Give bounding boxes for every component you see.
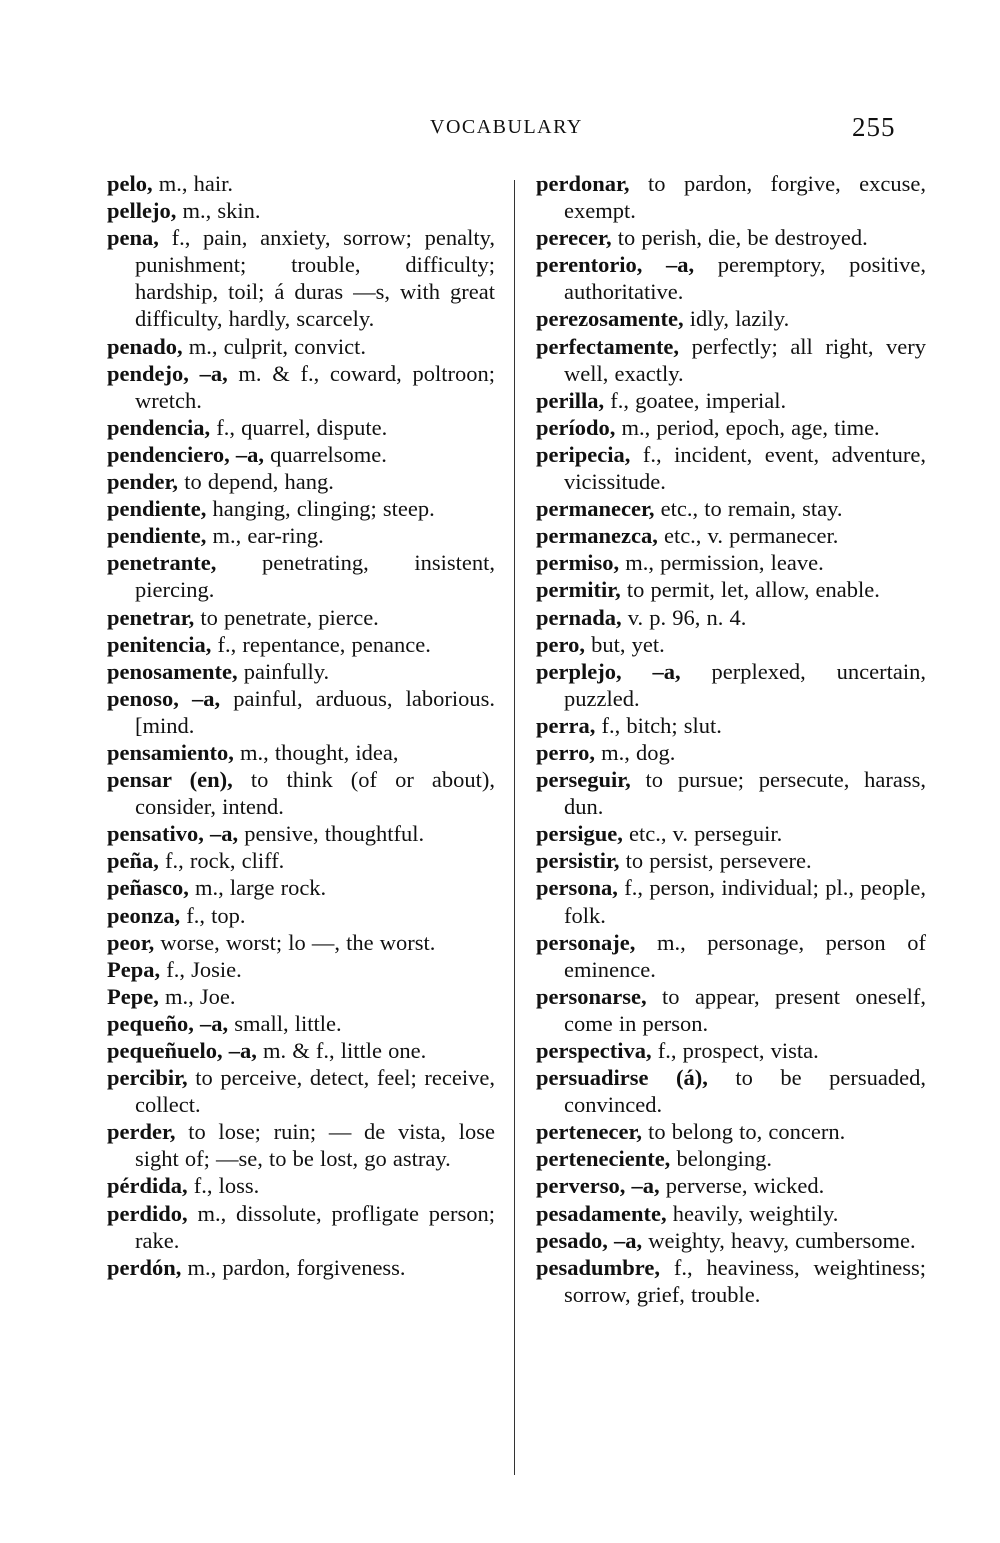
entry-definition: m., culprit, convict. bbox=[182, 333, 366, 359]
entry-headword: pena, bbox=[107, 225, 159, 251]
vocabulary-entry bbox=[536, 333, 926, 387]
entry-definition: to pursue; persecute, harass, dun. bbox=[564, 767, 926, 820]
vocabulary-entry bbox=[536, 387, 926, 414]
vocabulary-entry bbox=[536, 170, 926, 224]
entry-headword: perilla, bbox=[536, 387, 605, 413]
entry-definition: pensive, thoughtful. bbox=[238, 821, 425, 847]
entry-headword: perplejo, –a, bbox=[536, 658, 681, 684]
entry-definition: etc., v. permanecer. bbox=[657, 523, 839, 549]
entry-definition: idly, lazily. bbox=[683, 306, 790, 332]
vocabulary-entry bbox=[536, 847, 926, 874]
entry-headword: perdón, bbox=[107, 1254, 182, 1280]
vocabulary-entry bbox=[536, 251, 926, 305]
vocabulary-entry bbox=[536, 1145, 926, 1172]
vocabulary-entry bbox=[107, 631, 495, 658]
entry-headword: personaje, bbox=[536, 929, 636, 955]
entry-definition: f., top. bbox=[180, 902, 246, 928]
entry-headword: persuadirse (á), bbox=[536, 1065, 708, 1091]
vocabulary-entry bbox=[107, 549, 495, 603]
entry-headword: perseguir, bbox=[536, 767, 631, 793]
entry-headword: peña, bbox=[107, 848, 159, 874]
vocabulary-entry bbox=[107, 468, 495, 495]
vocabulary-entry bbox=[536, 874, 926, 928]
vocabulary-entry bbox=[536, 712, 926, 739]
vocabulary-entry bbox=[536, 983, 926, 1037]
vocabulary-entry bbox=[536, 549, 926, 576]
vocabulary-entry bbox=[536, 1254, 926, 1308]
entry-definition: perfectly; all right, very well, exactly. bbox=[564, 333, 926, 386]
entry-headword: peonza, bbox=[107, 902, 181, 928]
entry-headword: pensar (en), bbox=[107, 767, 233, 793]
entry-definition: painful, arduous, laborious. [mind. bbox=[135, 685, 495, 738]
entry-definition: f., loss. bbox=[187, 1173, 260, 1199]
entry-headword: pensamiento, bbox=[107, 739, 234, 765]
vocabulary-entry bbox=[107, 360, 495, 414]
vocabulary-entry bbox=[107, 685, 495, 739]
vocabulary-entry bbox=[107, 333, 495, 360]
left-column bbox=[107, 170, 495, 1281]
vocabulary-entry bbox=[107, 847, 495, 874]
entry-definition: f., prospect, vista. bbox=[651, 1038, 819, 1063]
entry-headword: peor, bbox=[107, 929, 155, 955]
entry-definition: m., large rock. bbox=[188, 875, 327, 901]
vocabulary-entry bbox=[107, 929, 495, 956]
entry-definition: etc., to remain, stay. bbox=[654, 496, 843, 522]
entry-definition: to penetrate, pierce. bbox=[194, 604, 379, 630]
entry-headword: permanezca, bbox=[536, 523, 658, 549]
entry-definition: f., heaviness, weightiness; sorrow, grief, trouble. bbox=[564, 1254, 926, 1307]
entry-headword: persigue, bbox=[536, 821, 623, 847]
entry-definition: f., pain, anxiety, sorrow; penalty, punishment; trouble, difficulty; hardship, toil; á duras —s, with great difficulty, hardly, scarcely. bbox=[135, 225, 495, 332]
entry-headword: pertenecer, bbox=[536, 1119, 642, 1145]
vocabulary-entry bbox=[536, 820, 926, 847]
entry-definition: m., thought, idea, bbox=[233, 739, 399, 765]
vocabulary-entry bbox=[107, 1254, 495, 1281]
entry-definition: m., personage, person of eminence. bbox=[564, 929, 926, 982]
right-column bbox=[536, 170, 926, 1308]
entry-headword: penosamente, bbox=[107, 658, 238, 684]
entry-headword: penitencia, bbox=[107, 631, 212, 657]
vocabulary-entry bbox=[536, 1172, 926, 1199]
vocabulary-entry bbox=[107, 414, 495, 441]
vocabulary-entry bbox=[536, 1118, 926, 1145]
entry-definition: f., person, individual; pl., people, folk. bbox=[564, 875, 926, 928]
entry-headword: pendenciero, –a, bbox=[107, 441, 264, 467]
vocabulary-entry bbox=[107, 604, 495, 631]
entry-definition: f., repentance, penance. bbox=[211, 631, 431, 657]
vocabulary-entry bbox=[536, 604, 926, 631]
vocabulary-entry bbox=[107, 197, 495, 224]
entry-headword: pendiente, bbox=[107, 523, 207, 549]
entry-definition: weighty, heavy, cumbersome. bbox=[642, 1227, 916, 1253]
entry-definition: f., quarrel, dispute. bbox=[210, 414, 388, 440]
vocabulary-entry bbox=[107, 1064, 495, 1118]
vocabulary-entry bbox=[107, 224, 495, 332]
entry-definition: etc., v. perseguir. bbox=[622, 821, 783, 847]
entry-headword: persistir, bbox=[536, 848, 620, 874]
vocabulary-entry bbox=[107, 1010, 495, 1037]
entry-headword: pesadamente, bbox=[536, 1200, 667, 1226]
vocabulary-entry bbox=[536, 631, 926, 658]
entry-definition: m., hair. bbox=[152, 171, 234, 196]
vocabulary-entry bbox=[107, 820, 495, 847]
entry-definition: to persist, persevere. bbox=[619, 848, 812, 874]
page-number: 255 bbox=[852, 112, 896, 142]
entry-definition: small, little. bbox=[228, 1010, 342, 1036]
entry-definition: m., Joe. bbox=[158, 983, 236, 1009]
entry-headword: pero, bbox=[536, 631, 585, 657]
vocabulary-entry bbox=[536, 766, 926, 820]
entry-definition: perverse, wicked. bbox=[659, 1173, 825, 1199]
entry-headword: pesadumbre, bbox=[536, 1254, 660, 1280]
entry-headword: penoso, –a, bbox=[107, 685, 221, 711]
entry-definition: m., period, epoch, age, time. bbox=[615, 414, 880, 440]
entry-headword: perder, bbox=[107, 1119, 176, 1145]
entry-headword: pendiente, bbox=[107, 496, 207, 522]
entry-definition: belonging. bbox=[670, 1146, 773, 1172]
entry-headword: Pepe, bbox=[107, 983, 159, 1009]
entry-headword: penado, bbox=[107, 333, 183, 359]
vocabulary-entry bbox=[536, 441, 926, 495]
entry-headword: pendejo, –a, bbox=[107, 360, 228, 386]
page-header bbox=[0, 112, 1000, 152]
vocabulary-entry bbox=[107, 874, 495, 901]
entry-definition: to be persuaded, convinced. bbox=[564, 1065, 926, 1118]
vocabulary-entry bbox=[107, 495, 495, 522]
column-divider bbox=[514, 180, 515, 1475]
entry-definition: f., bitch; slut. bbox=[595, 712, 722, 738]
entry-definition: to depend, hang. bbox=[178, 469, 334, 495]
entry-definition: to perish, die, be destroyed. bbox=[611, 225, 868, 251]
entry-definition: v. p. 96, n. 4. bbox=[621, 604, 747, 630]
entry-headword: penetrar, bbox=[107, 604, 195, 630]
entry-headword: penetrante, bbox=[107, 550, 217, 576]
entry-definition: f., goatee, imperial. bbox=[604, 387, 787, 413]
vocabulary-entry bbox=[107, 441, 495, 468]
entry-headword: persona, bbox=[536, 875, 618, 901]
entry-headword: pesado, –a, bbox=[536, 1227, 643, 1253]
entry-headword: pérdida, bbox=[107, 1173, 188, 1199]
vocabulary-entry bbox=[107, 658, 495, 685]
entry-definition: painfully. bbox=[237, 658, 330, 684]
entry-headword: pendencia, bbox=[107, 414, 211, 440]
vocabulary-entry bbox=[536, 522, 926, 549]
entry-headword: percibir, bbox=[107, 1065, 188, 1091]
entry-headword: perecer, bbox=[536, 225, 612, 251]
entry-definition: f., rock, cliff. bbox=[158, 848, 285, 874]
entry-headword: pellejo, bbox=[107, 198, 177, 224]
vocabulary-entry bbox=[107, 902, 495, 929]
entry-headword: pequeño, –a, bbox=[107, 1010, 229, 1036]
entry-headword: perspectiva, bbox=[536, 1038, 652, 1063]
entry-headword: perezosamente, bbox=[536, 306, 684, 332]
vocabulary-entry bbox=[107, 739, 495, 766]
entry-headword: pender, bbox=[107, 469, 179, 495]
entry-definition: heavily, weightily. bbox=[666, 1200, 839, 1226]
entry-definition: perplexed, uncertain, puzzled. bbox=[564, 658, 926, 711]
entry-definition: penetrating, insistent, piercing. bbox=[135, 550, 495, 603]
entry-definition: hanging, clinging; steep. bbox=[206, 496, 435, 522]
entry-definition: m. & f., little one. bbox=[256, 1038, 427, 1063]
entry-headword: peripecia, bbox=[536, 441, 631, 467]
entry-definition: m., dog. bbox=[594, 739, 676, 765]
entry-definition: to belong to, concern. bbox=[642, 1119, 846, 1145]
entry-definition: m., pardon, forgiveness. bbox=[181, 1254, 406, 1280]
entry-definition: m., skin. bbox=[176, 198, 261, 224]
entry-definition: m. & f., coward, poltroon; wretch. bbox=[135, 360, 495, 413]
entry-definition: peremptory, positive, authoritative. bbox=[564, 252, 926, 305]
vocabulary-entry bbox=[107, 1200, 495, 1254]
entry-headword: pelo, bbox=[107, 171, 153, 196]
vocabulary-entry bbox=[536, 929, 926, 983]
vocabulary-entry bbox=[536, 576, 926, 603]
entry-headword: perteneciente, bbox=[536, 1146, 671, 1172]
vocabulary-entry bbox=[107, 983, 495, 1010]
vocabulary-entry bbox=[107, 956, 495, 983]
entry-headword: permiso, bbox=[536, 550, 620, 576]
entry-definition: m., dissolute, profligate person; rake. bbox=[135, 1200, 495, 1253]
vocabulary-entry bbox=[536, 495, 926, 522]
vocabulary-entry bbox=[536, 414, 926, 441]
entry-headword: pequeñuelo, –a, bbox=[107, 1038, 257, 1063]
vocabulary-entry bbox=[107, 1172, 495, 1199]
entry-definition: to permit, let, allow, enable. bbox=[620, 577, 880, 603]
entry-headword: personarse, bbox=[536, 983, 647, 1009]
vocabulary-entry bbox=[536, 1037, 926, 1064]
entry-headword: pernada, bbox=[536, 604, 622, 630]
vocabulary-entry bbox=[536, 739, 926, 766]
entry-definition: to pardon, forgive, excuse, exempt. bbox=[564, 171, 926, 224]
entry-headword: perfectamente, bbox=[536, 333, 680, 359]
entry-definition: but, yet. bbox=[584, 631, 665, 657]
running-title: VOCABULARY bbox=[430, 116, 583, 138]
entry-headword: perdonar, bbox=[536, 171, 630, 196]
entry-headword: permanecer, bbox=[536, 496, 655, 522]
vocabulary-entry bbox=[536, 305, 926, 332]
entry-definition: worse, worst; lo —, the worst. bbox=[154, 929, 436, 955]
entry-definition: to perceive, detect, feel; receive, collect. bbox=[135, 1065, 495, 1118]
entry-headword: perra, bbox=[536, 712, 596, 738]
vocabulary-entry bbox=[536, 1064, 926, 1118]
entry-headword: período, bbox=[536, 414, 616, 440]
vocabulary-entry bbox=[107, 522, 495, 549]
entry-definition: quarrelsome. bbox=[263, 441, 387, 467]
entry-definition: to appear, present oneself, come in person. bbox=[564, 983, 926, 1036]
vocabulary-entry bbox=[536, 1227, 926, 1254]
vocabulary-entry bbox=[107, 1118, 495, 1172]
vocabulary-entry bbox=[536, 658, 926, 712]
entry-headword: permitir, bbox=[536, 577, 621, 603]
entry-headword: peñasco, bbox=[107, 875, 189, 901]
entry-headword: pensativo, –a, bbox=[107, 821, 239, 847]
entry-headword: perentorio, –a, bbox=[536, 252, 695, 278]
vocabulary-entry bbox=[107, 170, 495, 197]
entry-definition: f., incident, event, adventure, vicissitude. bbox=[564, 441, 926, 495]
vocabulary-entry bbox=[536, 1200, 926, 1227]
entry-headword: perverso, –a, bbox=[536, 1173, 660, 1199]
entry-definition: m., ear-ring. bbox=[206, 523, 324, 549]
entry-definition: f., Josie. bbox=[160, 956, 242, 982]
entry-definition: m., permission, leave. bbox=[619, 550, 824, 576]
vocabulary-entry bbox=[107, 1037, 495, 1064]
vocabulary-entry bbox=[107, 766, 495, 820]
entry-definition: to lose; ruin; — de vista, lose sight of; —se, to be lost, go astray. bbox=[135, 1119, 495, 1172]
entry-definition: to think (of or about), consider, intend. bbox=[135, 767, 495, 820]
entry-headword: perro, bbox=[536, 739, 595, 765]
vocabulary-entry bbox=[536, 224, 926, 251]
entry-headword: perdido, bbox=[107, 1200, 188, 1226]
entry-headword: Pepa, bbox=[107, 956, 161, 982]
